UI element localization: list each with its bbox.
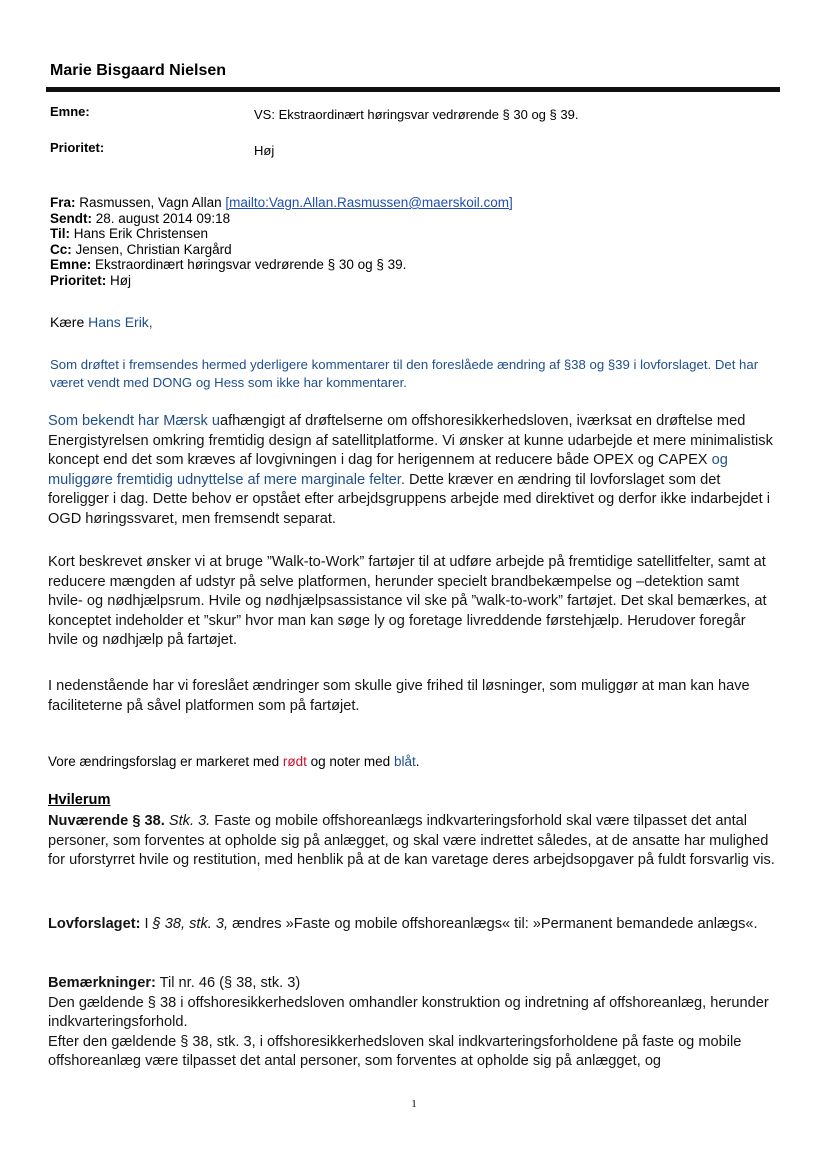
- color-note-red-word: rødt: [282, 754, 307, 769]
- to-row: [50, 226, 513, 242]
- proposal-paragraph: [48, 915, 778, 935]
- current-law-paragraph: [48, 812, 778, 871]
- greeting-prefix: Kære: [50, 314, 89, 330]
- paragraph-1-text-b: Dette kræver en ændring til lovforslaget som det foreligger i dag. Dette behov er opstået efter arbejdsgruppens arbejde med direktivet og derfor ikke indarbejdet i OGD høringssvaret, men fremsendt separat.: [48, 471, 771, 527]
- section-title: Hvilerum: [48, 792, 111, 808]
- to-value: Hans Erik Christensen: [73, 226, 209, 242]
- paragraph-1-text-a: afhængigt af drøftelserne om offshoresikkerhedsloven, iværksat en drøftelse med Energistyrelsen omkring fremtidig design af satellitplatforme. Vi ønsker at kunne udarbejde et mere minimalistisk koncept end det som kræves af lovgivningen i dag for herigennem at reducere både OPEX og CAPEX: [48, 413, 773, 468]
- proposal-text: ændres »Faste og mobile offshoreanlægs« til: »Permanent bemandede anlægs«.: [228, 916, 758, 932]
- current-law-label: Nuværende § 38.: [48, 813, 165, 829]
- priority-label: Prioritet:: [50, 140, 105, 155]
- greeting-name: Hans Erik,: [88, 314, 153, 330]
- email-subject-row: [50, 257, 513, 273]
- greeting: [50, 314, 153, 330]
- remarks-label: Bemærkninger:: [48, 975, 156, 991]
- paragraph-1-blue-mid: og muliggøre fremtidig udnyttelse af mere marginale felter.: [48, 452, 728, 488]
- subject-value: VS: Ekstraordinært høringsvar vedrørende § 30 og § 39.: [254, 107, 579, 122]
- from-name: Rasmussen, Vagn Allan: [79, 195, 222, 210]
- remarks-heading-line: [48, 974, 778, 994]
- to-label: Til:: [50, 226, 70, 242]
- paragraph-3: I nedenstående har vi foreslået ændringer som skulle give frihed til løsninger, som muliggør at man kan have faciliteterne på såvel platformen som på fartøjet.: [48, 678, 750, 714]
- paragraph-1-blue-start: Som bekendt har Mærsk u: [48, 413, 220, 429]
- from-mailto-link[interactable]: [mailto:Vagn.Allan.Rasmussen@maerskoil.com]: [225, 195, 513, 210]
- remarks-ref: Til nr. 46 (§ 38, stk. 3): [155, 975, 301, 991]
- remarks-text-2: Efter den gældende § 38, stk. 3, i offshoresikkerhedsloven skal indkvarteringsforholdene på faste og mobile offshoreanlæg være tilpasset det antal personer, som forventes at opholde sig på anlægget, og: [48, 1033, 742, 1069]
- paragraph-1: [48, 412, 778, 529]
- priority-value: Høj: [254, 143, 275, 158]
- cc-row: [50, 242, 513, 258]
- header-rule: [46, 87, 780, 92]
- email-priority-label: Prioritet:: [50, 272, 107, 288]
- proposal-ref: § 38, stk. 3,: [152, 916, 229, 932]
- paragraph-2: Kort beskrevet ønsker vi at bruge ”Walk-to-Work” fartøjer til at udføre arbejde på fremtidige satellitfelter, samt at reducere mængden af udstyr på selve platformen, herunder specielt brandbekæmpelse og –detektion samt hvile- og nødhjælpsrum. Hvile og nødhjælpsassistance vil ske på ”walk-to-work” fartøjet. Det skal bemærkes, at konceptet indeholder et ”skur” hvor man kan søge ly og foretage livreddende førstehjælp. Herudover foregår hvile og nødhjælp på fartøjet.: [48, 554, 767, 648]
- sent-label: Sendt:: [50, 210, 92, 226]
- color-note-suffix: .: [415, 754, 420, 769]
- cc-label: Cc:: [50, 241, 72, 257]
- remarks-paragraph: [48, 974, 778, 1072]
- from-row: [50, 195, 513, 211]
- current-law-text: Faste og mobile offshoreanlægs indkvarteringsforhold skal være tilpasset det antal personer, som forventes at opholde sig på anlægget, og skal være indrettet således, at de ansatte har mulighed for uforstyrret hvile og restitution, med henblik på at de kan varetage deres arbejdsopgaver på fuldt forsvarlig vis.: [48, 813, 775, 868]
- email-subject-value: Ekstraordinært høringsvar vedrørende § 30 og § 39.: [95, 257, 407, 273]
- sent-value: 28. august 2014 09:18: [95, 210, 231, 226]
- remarks-text-1: Den gældende § 38 i offshoresikkerhedsloven omhandler konstruktion og indretning af offshoreanlæg, herunder indkvarteringsforhold.: [48, 994, 769, 1030]
- email-priority-value: Høj: [110, 272, 132, 288]
- color-note-prefix: Vore ændringsforslag er markeret med: [48, 754, 283, 769]
- email-header-block: [50, 195, 513, 289]
- proposal-pre: I: [140, 916, 153, 932]
- subject-label: Emne:: [50, 104, 90, 119]
- page-number: 1: [411, 1098, 417, 1110]
- color-note-blue-word: blåt: [393, 754, 416, 769]
- color-note: [48, 754, 419, 769]
- intro-paragraph: Som drøftet i fremsendes hermed yderligere kommentarer til den foreslåede ændring af §38 og §39 i lovforslaget. Det har været vendt med DONG og Hess som ikke har kommentarer.: [50, 357, 759, 390]
- proposal-label: Lovforslaget:: [48, 916, 141, 932]
- email-subject-label: Emne:: [50, 257, 92, 273]
- email-priority-row: [50, 273, 513, 289]
- sent-row: [50, 211, 513, 227]
- color-note-middle: og noter med: [306, 754, 394, 769]
- current-law-stk: Stk. 3.: [168, 813, 211, 829]
- cc-value: Jensen, Christian Kargård: [75, 241, 232, 257]
- sender-name: Marie Bisgaard Nielsen: [50, 62, 227, 79]
- from-label: Fra:: [50, 195, 76, 210]
